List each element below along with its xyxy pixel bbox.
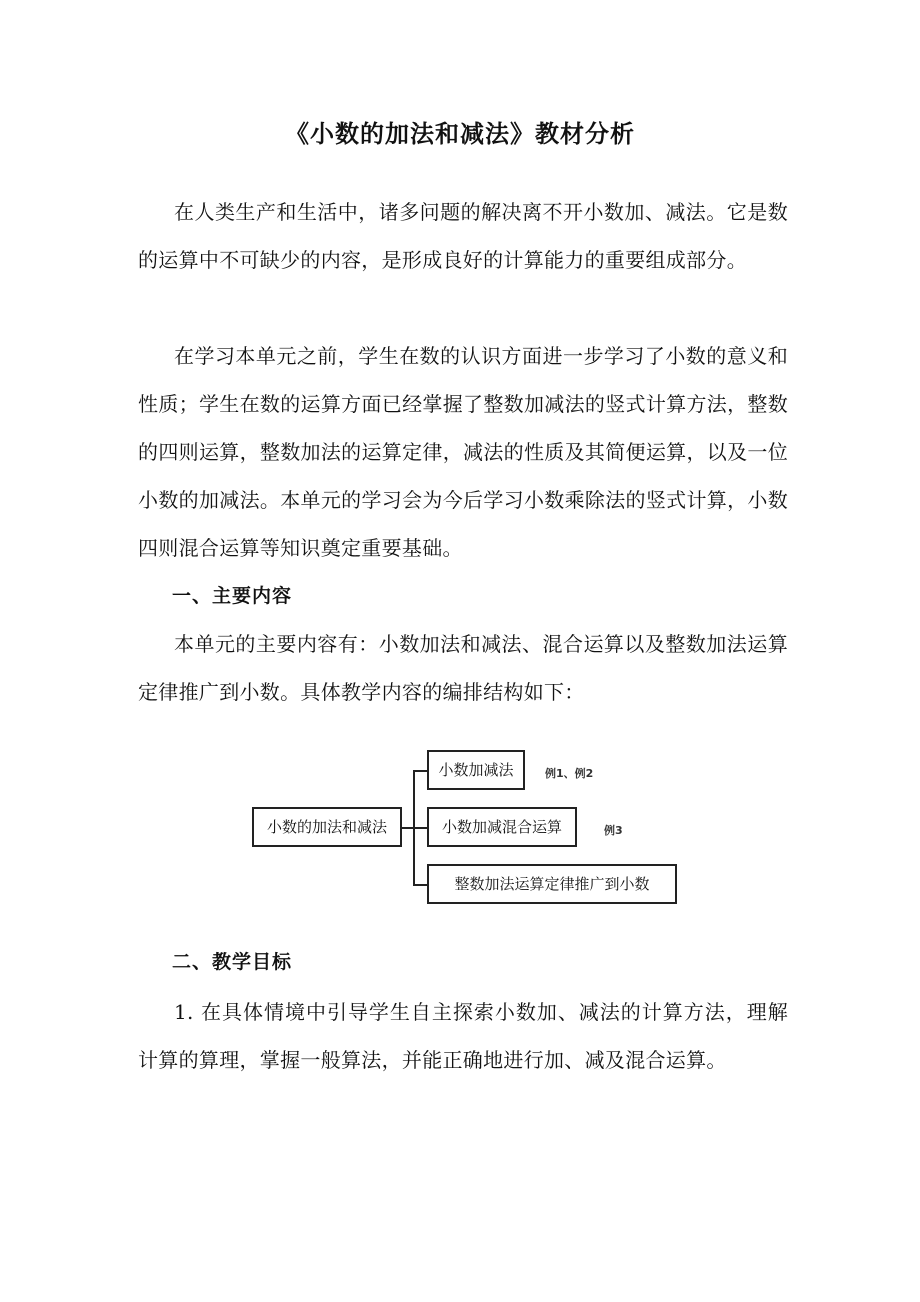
connector-branch-1 — [413, 770, 427, 772]
structure-diagram — [250, 745, 690, 915]
section-heading-main-content: 一、主要内容 — [172, 585, 293, 607]
connector-root — [400, 827, 414, 829]
diagram-branch-box-2: 小数加减混合运算 — [427, 807, 577, 847]
connector-branch-3 — [413, 884, 427, 886]
connector-branch-2 — [413, 827, 427, 829]
document-title: 《小数的加法和减法》教材分析 — [285, 120, 635, 148]
diagram-branch-box-3: 整数加法运算定律推广到小数 — [427, 864, 677, 904]
diagram-branch-box-1: 小数加减法 — [427, 750, 525, 790]
paragraph-intro: 在人类生产和生活中，诸多问题的解决离不开小数加、减法。它是数的运算中不可缺少的内容，是形成良好的计算能力的重要组成部分。 — [138, 200, 788, 272]
paragraph-main-content: 本单元的主要内容有：小数加法和减法、混合运算以及整数加法运算定律推广到小数。具体教学内容的编排结构如下： — [138, 632, 788, 704]
paragraph-goal-1: 1. 在具体情境中引导学生自主探索小数加、减法的计算方法，理解计算的算理，掌握一般算法，并能正确地进行加、减及混合运算。 — [138, 1000, 788, 1072]
diagram-branch-note-1: 例1、例2 — [545, 767, 594, 780]
section-heading-teaching-goals: 二、教学目标 — [172, 951, 293, 973]
paragraph-prior-knowledge: 在学习本单元之前，学生在数的认识方面进一步学习了小数的意义和性质；学生在数的运算方面已经掌握了整数加减法的竖式计算方法，整数的四则运算，整数加法的运算定律，减法的性质及其简便运算，以及一位小数的加减法。本单元的学习会为今后学习小数乘除法的竖式计算，小数四则混合运算等知识奠定重要基础。 — [138, 344, 788, 560]
diagram-root-box: 小数的加法和减法 — [252, 807, 402, 847]
diagram-branch-note-2: 例3 — [604, 824, 623, 837]
